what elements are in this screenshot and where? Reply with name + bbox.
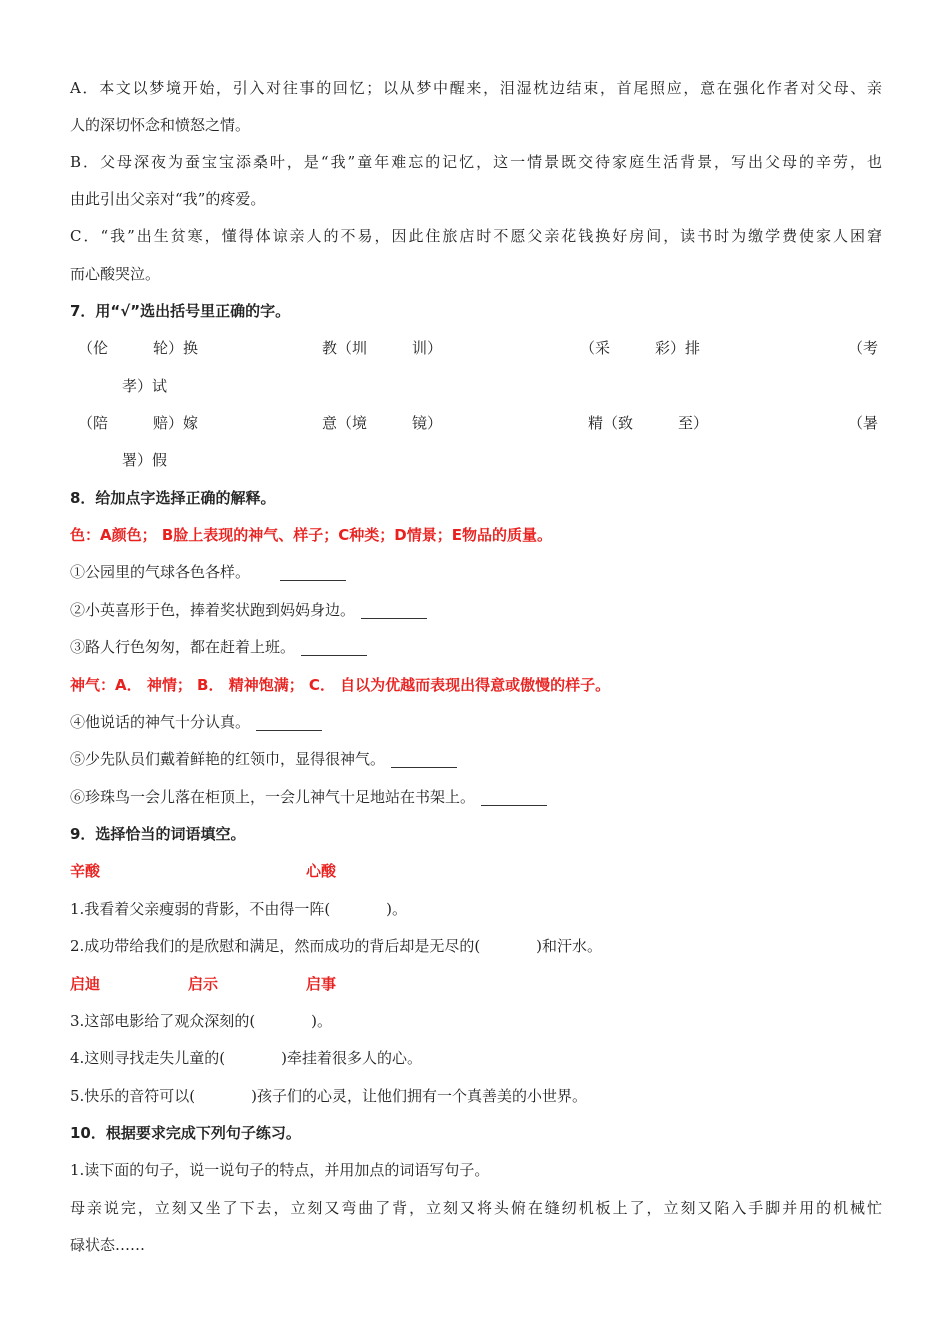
sentence-part: 1.我看着父亲瘦弱的背影，不由得一阵( — [70, 900, 331, 918]
question-7-title: 7．用“√”选出括号里正确的字。 — [70, 302, 291, 320]
word-option: 启示 — [188, 975, 219, 993]
sentence-part: 5.快乐的音符可以( — [70, 1087, 196, 1105]
q7-row-1 — [70, 330, 882, 367]
q8-item — [70, 704, 882, 741]
q7-row-2 — [70, 405, 882, 442]
question-8-title: 8．给加点字选择正确的解释。 — [70, 489, 276, 507]
q9-sentence — [70, 1078, 882, 1115]
sentence-part: )孩子们的心灵，让他们拥有一个真善美的小世界。 — [251, 1087, 588, 1105]
q7-item: 意（境 镜） — [322, 414, 443, 432]
item-text: ④他说话的神气十分认真。 — [70, 713, 251, 731]
q8-item — [70, 779, 882, 816]
question-9-title: 9．选择恰当的词语填空。 — [70, 825, 246, 843]
item-text: ⑥珍珠鸟一会儿落在柜顶上，一会儿神气十足地站在书架上。 — [70, 788, 476, 806]
q10-passage-line: 母亲说完，立刻又坐了下去，立刻又弯曲了背，立刻又将头俯在缝纫机板上了，立刻又陷入手脚并用的机械忙 — [70, 1199, 882, 1217]
answer-blank[interactable] — [280, 566, 346, 581]
q7-item: 教（圳 训） — [322, 339, 443, 357]
item-text: ⑤少先队员们戴着鲜艳的红领巾，显得很神气。 — [70, 750, 386, 768]
answer-blank[interactable] — [391, 753, 457, 768]
answer-blank[interactable] — [301, 641, 367, 656]
q7-item: 精（致 至） — [588, 414, 709, 432]
q7-item: （采 彩）排 — [580, 339, 701, 357]
q10-task: 1.读下面的句子，说一说句子的特点，并用加点的词语写句子。 — [70, 1161, 490, 1179]
q7-item: 署）假 — [122, 451, 168, 469]
q7-item: （伦 轮）换 — [78, 339, 199, 357]
answer-blank[interactable] — [361, 604, 427, 619]
q7-item: （暑 — [848, 414, 879, 432]
word-option: 心酸 — [306, 862, 337, 880]
q9-sentence — [70, 891, 882, 928]
sentence-part: 4.这则寻找走失儿童的( — [70, 1049, 226, 1067]
q8-item — [70, 741, 882, 778]
q9-sentence — [70, 1003, 882, 1040]
item-text: ③路人行色匆匆，都在赶着上班。 — [70, 638, 296, 656]
sentence-part: 2.成功带给我们的是欣慰和满足，然而成功的背后却是无尽的( — [70, 937, 481, 955]
word-options-1 — [70, 853, 882, 890]
question-10-title: 10．根据要求完成下列句子练习。 — [70, 1124, 301, 1142]
q7-row-1-wrap — [70, 368, 882, 405]
answer-blank[interactable] — [256, 716, 322, 731]
definition-se: 色：A颜色； B脸上表现的神气、样子；C种类；D情景；E物品的质量。 — [70, 526, 552, 544]
q10-passage-line: 碌状态…… — [70, 1236, 146, 1254]
item-text: ①公园里的气球各色各样。 — [70, 563, 251, 581]
sentence-part: )牵挂着很多人的心。 — [281, 1049, 423, 1067]
word-option: 启事 — [306, 975, 337, 993]
text-line: A．本文以梦境开始，引入对往事的回忆；以从梦中醒来，泪湿枕边结束，首尾照应，意在强化作者对父母、亲 — [70, 79, 882, 97]
q7-item: （陪 赔）嫁 — [78, 414, 199, 432]
q7-item: 孝）试 — [122, 377, 168, 395]
sentence-part: )。 — [311, 1012, 333, 1030]
text-line: C．“我”出生贫寒，懂得体谅亲人的不易，因此住旅店时不愿父亲花钱换好房间，读书时为缴学费使家人困窘 — [70, 227, 882, 245]
q7-row-2-wrap — [70, 442, 882, 479]
q8-item — [70, 592, 882, 629]
word-option: 启迪 — [70, 975, 101, 993]
q9-sentence — [70, 928, 882, 965]
q8-item — [70, 554, 882, 591]
q8-item — [70, 629, 882, 666]
q7-item: （考 — [848, 339, 879, 357]
sentence-part: 3.这部电影给了观众深刻的( — [70, 1012, 256, 1030]
answer-blank[interactable] — [481, 791, 547, 806]
item-text: ②小英喜形于色，捧着奖状跑到妈妈身边。 — [70, 601, 356, 619]
text-line: 而心酸哭泣。 — [70, 265, 161, 283]
word-option: 辛酸 — [70, 862, 101, 880]
sentence-part: )和汗水。 — [536, 937, 603, 955]
word-options-2 — [70, 966, 882, 1003]
sentence-part: )。 — [386, 900, 408, 918]
text-line: B．父母深夜为蚕宝宝添桑叶，是“我”童年难忘的记忆，这一情景既交待家庭生活背景，写出父母的辛劳，也 — [70, 153, 882, 171]
definition-shenqi: 神气：A． 神情； B． 精神饱满； C． 自以为优越而表现出得意或傲慢的样子。 — [70, 676, 611, 694]
q9-sentence — [70, 1040, 882, 1077]
text-line: 人的深切怀念和愤怒之情。 — [70, 116, 251, 134]
text-line: 由此引出父亲对“我”的疼爱。 — [70, 190, 266, 208]
